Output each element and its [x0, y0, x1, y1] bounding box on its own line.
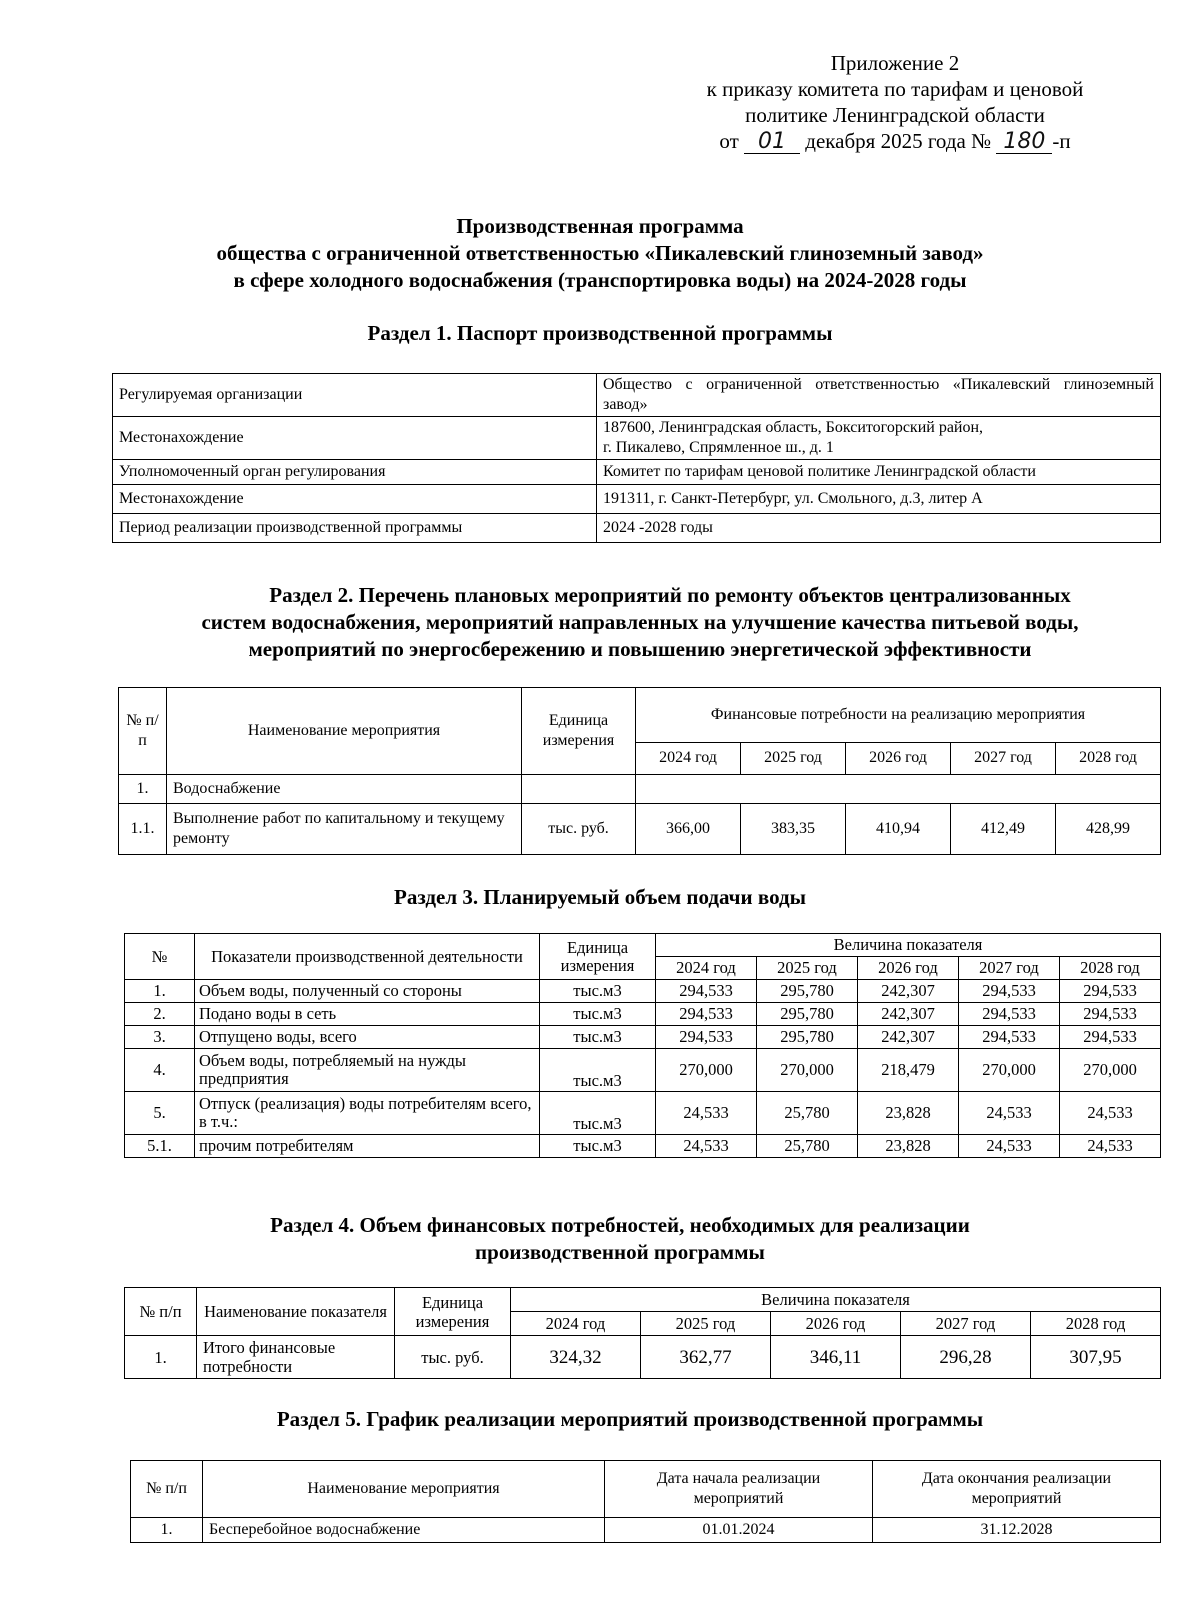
value-cell: 294,533 [656, 980, 757, 1003]
section2-heading-line1: Раздел 2. Перечень плановых мероприятий по ремонту объектов централизованных [269, 583, 1071, 607]
value-cell: 24,533 [959, 1092, 1060, 1135]
row-unit: тыс.м3 [540, 1092, 656, 1135]
year-header: 2026 год [771, 1312, 901, 1336]
value-cell: 242,307 [858, 1026, 959, 1049]
value-cell: 294,533 [1060, 1003, 1161, 1026]
passport-label: Местонахождение [113, 485, 597, 514]
value-cell: 362,77 [641, 1336, 771, 1379]
table-row [125, 980, 1161, 1003]
column-header-name: Наименование мероприятия [203, 1461, 605, 1518]
value-cell: 296,28 [901, 1336, 1031, 1379]
column-header-name: Наименование мероприятия [167, 688, 522, 775]
table-row [125, 1003, 1161, 1026]
passport-value: 191311, г. Санкт-Петербург, ул. Смольного, д.3, литер А [597, 485, 1161, 514]
title-line3: в сфере холодного водоснабжения (транспортировка воды) на 2024-2028 годы [233, 268, 967, 292]
year-header: 2026 год [846, 742, 951, 774]
year-header: 2027 год [959, 957, 1060, 980]
appendix-line3: политике Ленинградской области [745, 103, 1045, 127]
row-name: Подано воды в сеть [195, 1003, 540, 1026]
row-num: 5. [125, 1092, 195, 1135]
row-name: Объем воды, полученный со стороны [195, 980, 540, 1003]
table-row [113, 460, 1161, 485]
column-header-unit: Единица измерения [395, 1288, 511, 1336]
value-cell: 366,00 [636, 804, 741, 855]
number-suffix: -п [1052, 129, 1071, 153]
value-cell: 270,000 [656, 1049, 757, 1092]
table-row [131, 1518, 1161, 1543]
year-header: 2024 год [656, 957, 757, 980]
row-num: 1. [125, 980, 195, 1003]
year-header: 2027 год [951, 742, 1056, 774]
section2-heading-line2: систем водоснабжения, мероприятий направленных на улучшение качества питьевой воды, [201, 610, 1079, 634]
section4-heading [130, 1212, 1110, 1266]
year-header: 2025 год [757, 957, 858, 980]
row-num: 4. [125, 1049, 195, 1092]
row-name: Итого финансовые потребности [197, 1336, 395, 1379]
value-cell: 294,533 [959, 980, 1060, 1003]
value-cell: 23,828 [858, 1092, 959, 1135]
value-cell: 294,533 [959, 1026, 1060, 1049]
passport-label: Местонахождение [113, 417, 597, 460]
column-header-name: Наименование показателя [197, 1288, 395, 1336]
row-unit [522, 775, 636, 804]
value-cell: 23,828 [858, 1135, 959, 1158]
column-header-unit: Единица измерения [522, 688, 636, 775]
row-name: Выполнение работ по капитальному и текущему ремонту [167, 804, 522, 855]
title-line2: общества с ограниченной ответственностью «Пикалевский глиноземный завод» [216, 241, 984, 265]
column-header-num: № п/п [125, 1288, 197, 1336]
row-num: 1. [119, 775, 167, 804]
table-row [113, 514, 1161, 543]
value-cell: 242,307 [858, 1003, 959, 1026]
table-row [119, 775, 1161, 804]
financial-needs-table [124, 1287, 1161, 1379]
year-header: 2025 год [641, 1312, 771, 1336]
column-header-num: № [125, 934, 195, 980]
row-unit: тыс.м3 [540, 1026, 656, 1049]
section5-heading: Раздел 5. График реализации мероприятий производственной программы [276, 1407, 984, 1431]
water-volume-table [124, 933, 1161, 1158]
year-header: 2028 год [1031, 1312, 1161, 1336]
table-row [113, 417, 1161, 460]
value-cell: 346,11 [771, 1336, 901, 1379]
date-prefix: от [719, 129, 739, 153]
row-num: 2. [125, 1003, 195, 1026]
row-end-date: 31.12.2028 [873, 1518, 1161, 1543]
value-cell: 25,780 [757, 1092, 858, 1135]
year-header: 2024 год [511, 1312, 641, 1336]
section1-heading: Раздел 1. Паспорт производственной программы [367, 321, 833, 345]
section2-heading-line3: мероприятий по энергосбережению и повышению энергетической эффективности [248, 637, 1032, 661]
passport-value: Комитет по тарифам ценовой политике Ленинградской области [597, 460, 1161, 485]
value-cell: 24,533 [1060, 1092, 1161, 1135]
column-header-value: Величина показателя [511, 1288, 1161, 1312]
column-header-indicator: Показатели производственной деятельности [195, 934, 540, 980]
value-cell: 270,000 [959, 1049, 1060, 1092]
section4-heading-line1: Раздел 4. Объем финансовых потребностей, необходимых для реализации [270, 1213, 970, 1237]
value-cell: 24,533 [656, 1092, 757, 1135]
address-line1: 187600, Ленинградская область, Бокситогорский район, [603, 419, 984, 436]
table-row [119, 804, 1161, 855]
column-header-num: № п/п [131, 1461, 203, 1518]
row-name: Отпуск (реализация) воды потребителям всего, в т.ч.: [195, 1092, 540, 1135]
table-row [125, 1092, 1161, 1135]
column-header-num: № п/п [119, 688, 167, 775]
value-cell: 218,479 [858, 1049, 959, 1092]
row-start-date: 01.01.2024 [605, 1518, 873, 1543]
row-unit: тыс. руб. [522, 804, 636, 855]
value-cell: 294,533 [656, 1026, 757, 1049]
value-cell: 294,533 [959, 1003, 1060, 1026]
value-cell: 24,533 [959, 1135, 1060, 1158]
passport-label: Период реализации производственной программы [113, 514, 597, 543]
row-name: Бесперебойное водоснабжение [203, 1518, 605, 1543]
value-cell: 25,780 [757, 1135, 858, 1158]
row-num: 1. [125, 1336, 197, 1379]
row-name: прочим потребителям [195, 1135, 540, 1158]
passport-label: Уполномоченный орган регулирования [113, 460, 597, 485]
year-header: 2025 год [741, 742, 846, 774]
value-cell: 295,780 [757, 980, 858, 1003]
value-cell: 24,533 [1060, 1135, 1161, 1158]
section3-heading: Раздел 3. Планируемый объем подачи воды [394, 885, 806, 909]
column-header-unit: Единица измерения [540, 934, 656, 980]
row-name: Отпущено воды, всего [195, 1026, 540, 1049]
value-cell: 383,35 [741, 804, 846, 855]
row-num: 1. [131, 1518, 203, 1543]
row-unit: тыс. руб. [395, 1336, 511, 1379]
table-header-row [125, 934, 1161, 957]
passport-value: 2024 -2028 годы [597, 514, 1161, 543]
schedule-table [130, 1460, 1161, 1543]
section4-heading-line2: производственной программы [475, 1240, 765, 1264]
value-cell: 295,780 [757, 1026, 858, 1049]
table-row [113, 485, 1161, 514]
value-cell: 294,533 [1060, 1026, 1161, 1049]
value-cell: 410,94 [846, 804, 951, 855]
address-line2: г. Пикалево, Спрямленное ш., д. 1 [603, 439, 834, 456]
table-row [113, 374, 1161, 417]
handwritten-day: 01 [744, 131, 800, 154]
year-header: 2028 год [1056, 742, 1161, 774]
section2-heading [110, 582, 1170, 663]
column-header-value: Величина показателя [656, 934, 1161, 957]
passport-label: Регулируемая организации [113, 374, 597, 417]
value-cell: 294,533 [656, 1003, 757, 1026]
year-header: 2027 год [901, 1312, 1031, 1336]
row-num: 5.1. [125, 1135, 195, 1158]
row-unit: тыс.м3 [540, 1003, 656, 1026]
row-num: 1.1. [119, 804, 167, 855]
value-cell: 294,533 [1060, 980, 1161, 1003]
table-row [125, 1049, 1161, 1092]
passport-value: Общество с ограниченной ответственностью «Пикалевский глиноземный завод» [597, 374, 1161, 417]
row-name: Водоснабжение [167, 775, 522, 804]
value-cell: 307,95 [1031, 1336, 1161, 1379]
value-cell: 428,99 [1056, 804, 1161, 855]
measures-table [118, 687, 1161, 855]
value-cell: 412,49 [951, 804, 1056, 855]
value-cell: 295,780 [757, 1003, 858, 1026]
appendix-block [640, 50, 1150, 154]
document-title [130, 213, 1070, 294]
row-unit: тыс.м3 [540, 1049, 656, 1092]
value-cell: 270,000 [1060, 1049, 1161, 1092]
column-header-finance: Финансовые потребности на реализацию мероприятия [636, 688, 1161, 743]
table-header-row [131, 1461, 1161, 1518]
value-cell: 242,307 [858, 980, 959, 1003]
table-row [125, 1135, 1161, 1158]
row-num: 3. [125, 1026, 195, 1049]
year-header: 2028 год [1060, 957, 1161, 980]
table-row [125, 1026, 1161, 1049]
value-cell: 270,000 [757, 1049, 858, 1092]
table-header-row [119, 688, 1161, 743]
passport-value [597, 417, 1161, 460]
year-header: 2024 год [636, 742, 741, 774]
appendix-line2: к приказу комитета по тарифам и ценовой [706, 77, 1084, 101]
table-row [125, 1336, 1161, 1379]
column-header-end: Дата окончания реализации мероприятий [873, 1461, 1161, 1518]
column-header-start: Дата начала реализации мероприятий [605, 1461, 873, 1518]
value-cell: 24,533 [656, 1135, 757, 1158]
row-values-empty [636, 775, 1161, 804]
table-header-row [125, 1288, 1161, 1312]
row-unit: тыс.м3 [540, 1135, 656, 1158]
passport-table [112, 373, 1161, 543]
value-cell: 324,32 [511, 1336, 641, 1379]
row-name: Объем воды, потребляемый на нужды предприятия [195, 1049, 540, 1092]
row-unit: тыс.м3 [540, 980, 656, 1003]
appendix-line1: Приложение 2 [830, 51, 960, 75]
year-header: 2026 год [858, 957, 959, 980]
title-line1: Производственная программа [456, 214, 744, 238]
date-middle: декабря 2025 года № [805, 129, 992, 153]
appendix-date-line [640, 128, 1150, 154]
handwritten-number: 180 [996, 131, 1052, 154]
